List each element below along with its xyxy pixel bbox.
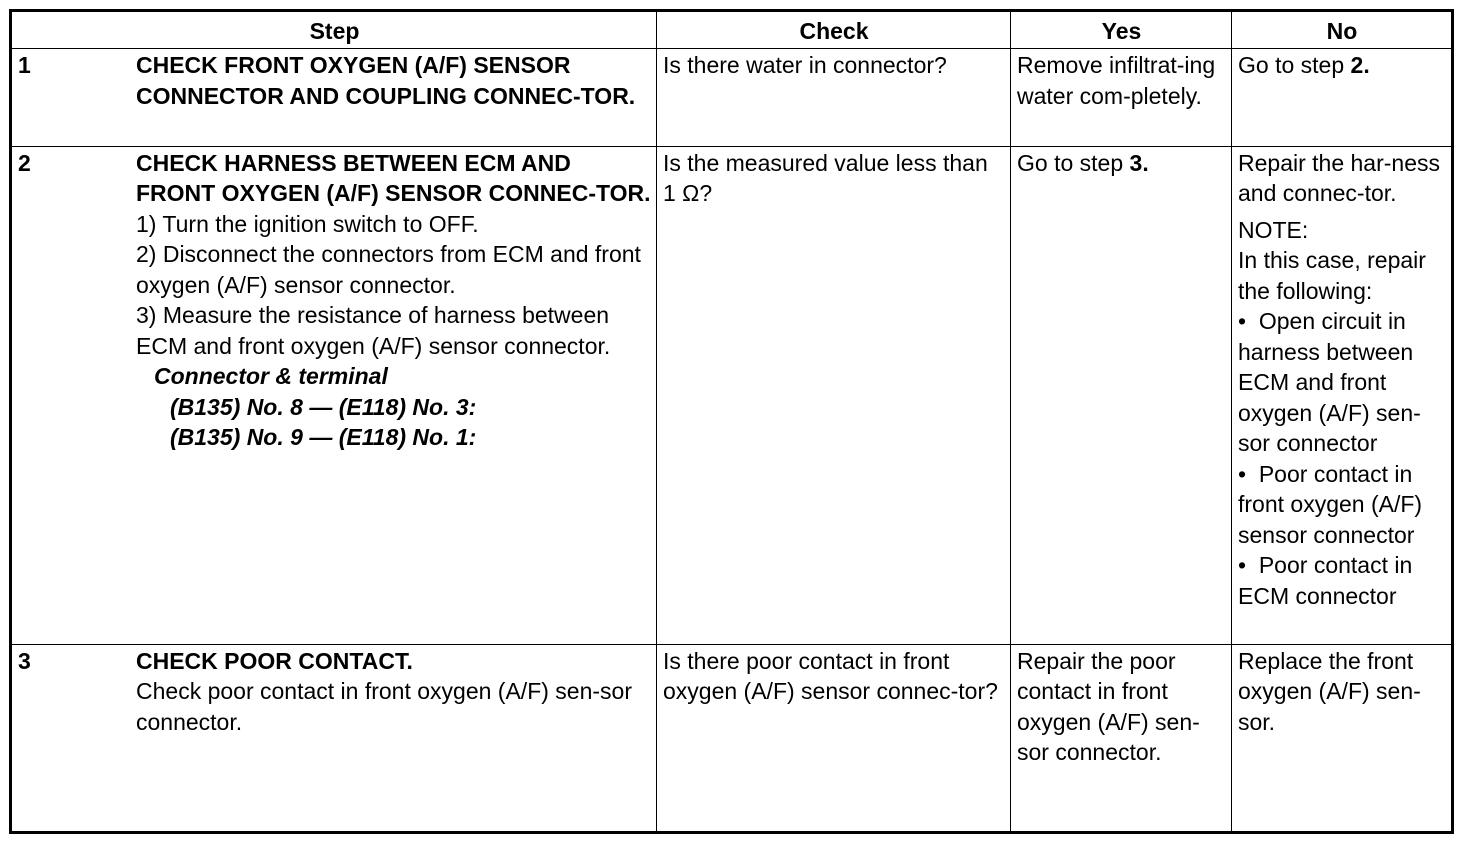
connector-label: Connector & terminal — [154, 363, 388, 390]
yes-suffix: . — [1142, 149, 1149, 176]
table-row — [11, 146, 1453, 644]
step-cell — [11, 146, 657, 644]
note-item: • Open circuit in harness between ECM and front oxygen (A/F) sen-sor connector — [1238, 306, 1446, 459]
no-cell — [1232, 49, 1453, 147]
check-cell: Is there water in connector? — [657, 49, 1011, 147]
step-number: 1 — [18, 52, 31, 78]
note-label: NOTE: — [1238, 216, 1309, 243]
step-cell — [11, 49, 657, 147]
no-suffix: . — [1363, 52, 1370, 78]
header-yes: Yes — [1011, 11, 1232, 49]
no-step-ref: 2 — [1350, 52, 1364, 78]
terminal-line: (B135) No. 9 — (E118) No. 1: — [170, 424, 477, 451]
yes-cell — [1011, 146, 1232, 644]
procedure-step: 2) Disconnect the connectors from ECM and front oxygen (A/F) sensor connector. — [136, 241, 641, 298]
table-row — [11, 644, 1453, 832]
step-number: 2 — [18, 149, 31, 176]
yes-text: Go to step — [1017, 149, 1130, 176]
diagnostic-table — [9, 9, 1454, 834]
procedure-step: Check poor contact in front oxygen (A/F) sen-sor connector. — [136, 678, 632, 735]
step-title: CHECK FRONT OXYGEN (A/F) SENSOR CONNECTOR AND COUPLING CONNEC-TOR. — [136, 52, 636, 109]
check-cell: Is there poor contact in front oxygen (A/F) sensor connec-tor? — [657, 644, 1011, 832]
table-row — [11, 49, 1453, 147]
step-title: CHECK HARNESS BETWEEN ECM AND FRONT OXYGEN (A/F) SENSOR CONNEC-TOR. — [136, 149, 651, 207]
header-row — [11, 11, 1453, 49]
yes-cell: Remove infiltrat-ing water com-pletely. — [1011, 49, 1232, 147]
check-cell: Is the measured value less than 1 Ω? — [657, 146, 1011, 644]
note-item: • Poor contact in ECM connector — [1238, 550, 1446, 611]
header-check: Check — [657, 11, 1011, 49]
no-text: Repair the har-ness and connec-tor. — [1238, 149, 1440, 207]
no-cell: Replace the front oxygen (A/F) sen-sor. — [1232, 644, 1453, 832]
yes-step-ref: 3 — [1129, 149, 1143, 176]
procedure-step: 3) Measure the resistance of harness between ECM and front oxygen (A/F) sensor connector. — [136, 302, 611, 359]
yes-cell: Repair the poor contact in front oxygen (A/F) sen-sor connector. — [1011, 644, 1232, 832]
terminal-line: (B135) No. 8 — (E118) No. 3: — [170, 393, 477, 420]
header-step: Step — [11, 11, 657, 49]
header-no: No — [1232, 11, 1453, 49]
procedure-step: 1) Turn the ignition switch to OFF. — [136, 210, 479, 237]
step-cell — [11, 644, 657, 832]
note-intro: In this case, repair the following: — [1238, 247, 1426, 304]
no-text: Go to step — [1238, 52, 1351, 78]
no-cell — [1232, 146, 1453, 644]
step-number: 3 — [18, 647, 31, 674]
step-title: CHECK POOR CONTACT. — [136, 647, 413, 674]
note-item: • Poor contact in front oxygen (A/F) sensor connector — [1238, 459, 1446, 551]
